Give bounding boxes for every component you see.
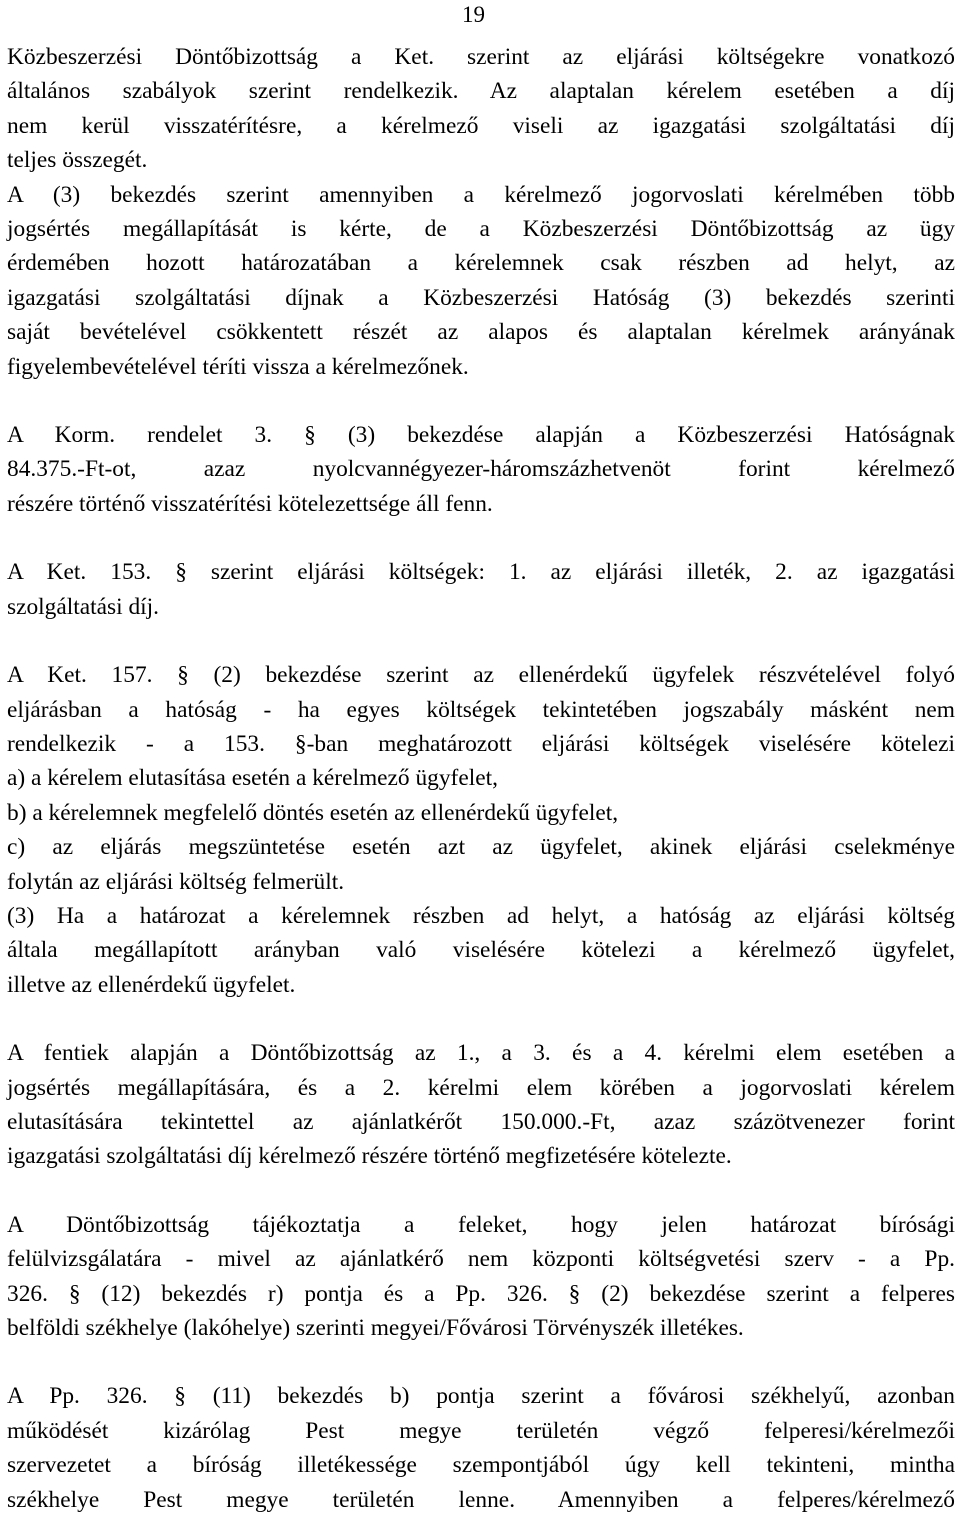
text-line: belföldi székhelye (lakóhelye) szerinti megyei/Fővárosi Törvényszék illetékes. [7, 1315, 744, 1341]
paragraph-ket-157 [7, 658, 955, 1002]
text-line: jogsértés megállapítását is kérte, de a Közbeszerzési Döntőbizottság az ügy [7, 216, 955, 243]
text-line: (3) Ha a határozat a kérelemnek részben ad helyt, a hatóság az eljárási költség [7, 902, 955, 929]
paragraph-ket-153 [7, 555, 955, 624]
text-line: figyelembevételével téríti vissza a kérelmezőnek. [7, 353, 469, 380]
page-number: 19 [462, 2, 485, 27]
text-line: A (3) bekezdés szerint amennyiben a kérelmező jogorvoslati kérelmében több [7, 181, 955, 208]
paragraph-partial-refund [7, 178, 955, 384]
text-line: A Ket. 157. § (2) bekezdése szerint az ellenérdekű ügyfelek részvételével folyó [7, 662, 955, 689]
paragraph-court-review [7, 1208, 955, 1346]
text-line: általános szabályok szerint rendelkezik. Az alaptalan kérelem esetében a díj [7, 78, 955, 105]
text-line: szolgáltatási díj. [7, 593, 160, 620]
text-line: saját bevételével csökkentett részét az alapos és alaptalan kérelmek arányának [7, 319, 955, 346]
text-line: működését kizárólag Pest megye területén végző felperesi/kérelmezői [7, 1417, 955, 1444]
text-line: felülvizsgálatára - mivel az ajánlatkérő nem központi költségvetési szerv - a Pp. [7, 1246, 955, 1273]
text-line: rendelkezik - a 153. §-ban meghatározott eljárási költségek viselésére kötelezi [7, 730, 955, 757]
text-line: elutasítására tekintettel az ajánlatkérőt 150.000.-Ft, azaz százötvenezer forint [7, 1108, 955, 1135]
text-line: székhelye Pest megye területén lenne. Amennyiben a felperes/kérelmező [7, 1486, 955, 1513]
text-line: érdemében hozott határozatában a kérelemnek csak részben ad helyt, az [7, 250, 955, 277]
text-line: igazgatási szolgáltatási díjnak a Közbeszerzési Hatóság (3) bekezdés szerinti [7, 284, 955, 311]
text-line: A Ket. 153. § szerint eljárási költségek: 1. az eljárási illeték, 2. az igazgatási [7, 559, 955, 586]
text-line: nem kerül visszatérítésre, a kérelmező viseli az igazgatási szolgáltatási díj [7, 112, 955, 139]
text-line: Közbeszerzési Döntőbizottság a Ket. szerint az eljárási költségekre vonatkozó [7, 44, 955, 70]
text-line: A Pp. 326. § (11) bekezdés b) pontja szerint a fővárosi székhelyű, azonban [7, 1383, 955, 1410]
text-line: c) az eljárás megszüntetése esetén azt az ügyfelet, akinek eljárási cselekménye [7, 834, 955, 861]
text-line: teljes összegét. [7, 147, 148, 174]
text-line: folytán az eljárási költség felmerült. [7, 868, 345, 895]
paragraph-refund-obligation [7, 418, 955, 521]
text-line: jogsértés megállapítására, és a 2. kérelmi elem körében a jogorvoslati kérelem [7, 1074, 955, 1101]
paragraph-procedural-costs [7, 40, 955, 178]
paragraph-pp-326 [7, 1379, 955, 1517]
text-line: 326. § (12) bekezdés r) pontja és a Pp. 326. § (2) bekezdése szerint a felperes [7, 1280, 955, 1307]
text-line: a) a kérelem elutasítása esetén a kérelmező ügyfelet, [7, 765, 498, 792]
text-line: szervezetet a bíróság illetékessége szempontjából úgy kell tekinteni, mintha [7, 1452, 955, 1479]
text-line: eljárásban a hatóság - ha egyes költségek tekintetében jogszabály másként nem [7, 696, 955, 723]
text-line: illetve az ellenérdekű ügyfelet. [7, 971, 296, 998]
text-line: A Döntőbizottság tájékoztatja a feleket, hogy jelen határozat bírósági [7, 1211, 955, 1238]
text-line: b) a kérelemnek megfelelő döntés esetén az ellenérdekű ügyfelet, [7, 799, 619, 826]
text-line: A fentiek alapján a Döntőbizottság az 1., a 3. és a 4. kérelmi elem esetében a [7, 1040, 955, 1067]
document-body [7, 40, 955, 1517]
paragraph-decision-fee [7, 1036, 955, 1174]
text-line: 84.375.-Ft-ot, azaz nyolcvannégyezer-háromszázhetvenöt forint kérelmező [7, 456, 955, 483]
text-line: A Korm. rendelet 3. § (3) bekezdése alapján a Közbeszerzési Hatóságnak [7, 422, 955, 449]
text-line: általa megállapított arányban való viselésére kötelezi a kérelmező ügyfelet, [7, 937, 955, 964]
text-line: igazgatási szolgáltatási díj kérelmező részére történő megfizetésére kötelezte. [7, 1143, 732, 1170]
text-line: részére történő visszatérítési kötelezettsége áll fenn. [7, 490, 493, 517]
